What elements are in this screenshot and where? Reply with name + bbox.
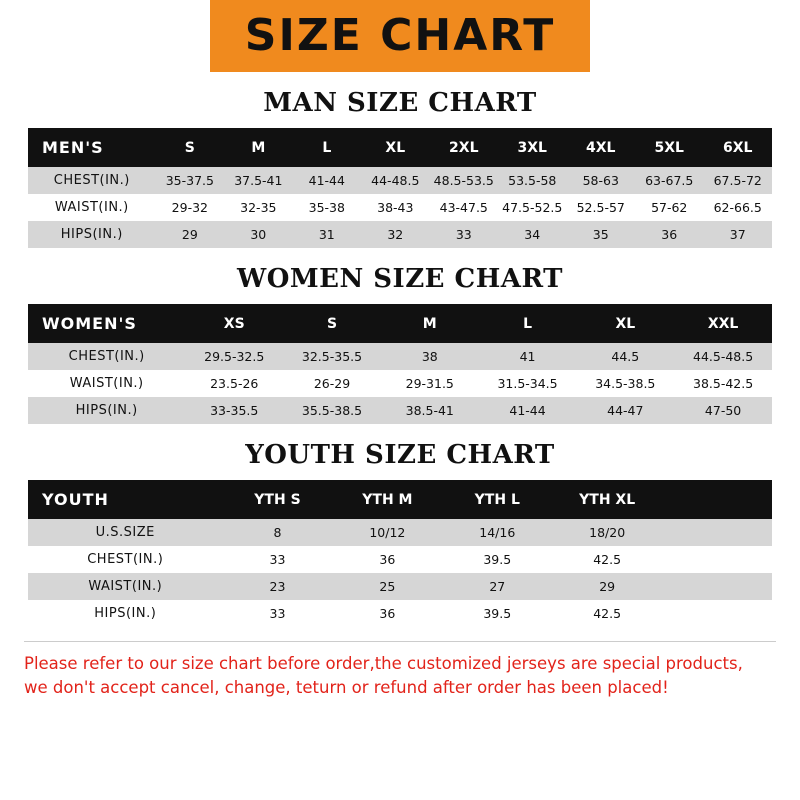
cell: 29.5-32.5	[185, 343, 283, 370]
cell: 48.5-53.5	[430, 167, 498, 194]
banner-stripe-right	[590, 0, 800, 72]
cell: 41	[479, 343, 577, 370]
cell: 35	[567, 221, 635, 248]
column-header: 6XL	[703, 128, 772, 167]
table-row	[28, 519, 772, 546]
banner-stripe-left	[0, 0, 210, 72]
cell: 34.5-38.5	[576, 370, 674, 397]
section-women	[0, 264, 800, 424]
cell: 53.5-58	[498, 167, 566, 194]
table-head	[28, 128, 772, 167]
row-label: HIPS(IN.)	[28, 397, 185, 424]
cell: 10/12	[332, 519, 442, 546]
column-header-rowlabel: YOUTH	[28, 480, 223, 519]
cell: 31.5-34.5	[479, 370, 577, 397]
cell: 33-35.5	[185, 397, 283, 424]
column-header-rowlabel: MEN'S	[28, 128, 156, 167]
table-body	[28, 343, 772, 424]
table-head	[28, 304, 772, 343]
column-header: M	[224, 128, 292, 167]
cell: 52.5-57	[567, 194, 635, 221]
header-banner	[0, 0, 800, 72]
cell: 42.5	[552, 546, 662, 573]
cell: 62-66.5	[703, 194, 772, 221]
section-title-youth: YOUTH SIZE CHART	[245, 440, 555, 470]
cell: 36	[635, 221, 703, 248]
cell: 38	[381, 343, 479, 370]
page-title: SIZE CHART	[244, 10, 556, 61]
cell: 29	[552, 573, 662, 600]
column-header: L	[479, 304, 577, 343]
cell: 25	[332, 573, 442, 600]
table-row	[28, 167, 772, 194]
row-label: WAIST(IN.)	[28, 370, 185, 397]
cell: 44-47	[576, 397, 674, 424]
cell: 44.5	[576, 343, 674, 370]
cell: 32	[361, 221, 429, 248]
footnote-line-2: we don't accept cancel, change, teturn or refund after order has been placed!	[24, 677, 669, 697]
column-header: 5XL	[635, 128, 703, 167]
cell: 38-43	[361, 194, 429, 221]
cell: 38.5-42.5	[674, 370, 772, 397]
footnote-line-1: Please refer to our size chart before order,the customized jerseys are special products,	[24, 654, 743, 673]
cell-spacer	[662, 519, 772, 546]
cell: 44.5-48.5	[674, 343, 772, 370]
cell: 26-29	[283, 370, 381, 397]
cell: 58-63	[567, 167, 635, 194]
cell: 57-62	[635, 194, 703, 221]
column-header-spacer	[662, 480, 772, 519]
column-header: 4XL	[567, 128, 635, 167]
cell: 63-67.5	[635, 167, 703, 194]
table-row	[28, 343, 772, 370]
cell: 27	[442, 573, 552, 600]
cell: 36	[332, 600, 442, 627]
footnote	[24, 641, 776, 700]
cell: 39.5	[442, 600, 552, 627]
column-header: L	[293, 128, 361, 167]
table-row	[28, 194, 772, 221]
cell: 8	[223, 519, 333, 546]
column-header: XXL	[674, 304, 772, 343]
table-man	[28, 128, 772, 248]
cell-spacer	[662, 573, 772, 600]
table-body	[28, 519, 772, 627]
table-row	[28, 573, 772, 600]
section-title-women: WOMEN SIZE CHART	[237, 264, 563, 294]
cell: 35.5-38.5	[283, 397, 381, 424]
table-head	[28, 480, 772, 519]
row-label: CHEST(IN.)	[28, 546, 223, 573]
cell: 35-37.5	[156, 167, 224, 194]
cell: 37	[703, 221, 772, 248]
cell: 30	[224, 221, 292, 248]
column-header: YTH M	[332, 480, 442, 519]
cell: 14/16	[442, 519, 552, 546]
cell: 32.5-35.5	[283, 343, 381, 370]
table-body	[28, 167, 772, 248]
cell: 34	[498, 221, 566, 248]
table-row	[28, 397, 772, 424]
cell: 23	[223, 573, 333, 600]
row-label: WAIST(IN.)	[28, 573, 223, 600]
table-row	[28, 370, 772, 397]
cell: 43-47.5	[430, 194, 498, 221]
cell: 36	[332, 546, 442, 573]
table-women	[28, 304, 772, 424]
table-header-row	[28, 128, 772, 167]
table-row	[28, 546, 772, 573]
column-header: YTH XL	[552, 480, 662, 519]
column-header: XS	[185, 304, 283, 343]
cell: 38.5-41	[381, 397, 479, 424]
section-man	[0, 88, 800, 248]
cell: 47.5-52.5	[498, 194, 566, 221]
section-title-man: MAN SIZE CHART	[263, 88, 537, 118]
cell: 41-44	[293, 167, 361, 194]
column-header: M	[381, 304, 479, 343]
column-header: S	[283, 304, 381, 343]
column-header: XL	[576, 304, 674, 343]
cell: 29-31.5	[381, 370, 479, 397]
column-header: YTH L	[442, 480, 552, 519]
cell: 35-38	[293, 194, 361, 221]
column-header: S	[156, 128, 224, 167]
table-youth	[28, 480, 772, 627]
row-label: CHEST(IN.)	[28, 167, 156, 194]
cell: 39.5	[442, 546, 552, 573]
row-label: WAIST(IN.)	[28, 194, 156, 221]
cell: 33	[223, 600, 333, 627]
cell-spacer	[662, 546, 772, 573]
cell: 29	[156, 221, 224, 248]
cell: 23.5-26	[185, 370, 283, 397]
cell: 67.5-72	[703, 167, 772, 194]
row-label: HIPS(IN.)	[28, 600, 223, 627]
cell: 18/20	[552, 519, 662, 546]
cell: 37.5-41	[224, 167, 292, 194]
row-label: CHEST(IN.)	[28, 343, 185, 370]
cell: 29-32	[156, 194, 224, 221]
table-row	[28, 221, 772, 248]
column-header: 3XL	[498, 128, 566, 167]
cell: 31	[293, 221, 361, 248]
section-youth	[0, 440, 800, 627]
cell-spacer	[662, 600, 772, 627]
cell: 41-44	[479, 397, 577, 424]
column-header-rowlabel: WOMEN'S	[28, 304, 185, 343]
cell: 33	[223, 546, 333, 573]
cell: 42.5	[552, 600, 662, 627]
column-header: XL	[361, 128, 429, 167]
column-header: 2XL	[430, 128, 498, 167]
table-header-row	[28, 480, 772, 519]
table-header-row	[28, 304, 772, 343]
cell: 33	[430, 221, 498, 248]
cell: 32-35	[224, 194, 292, 221]
table-row	[28, 600, 772, 627]
cell: 47-50	[674, 397, 772, 424]
row-label: HIPS(IN.)	[28, 221, 156, 248]
row-label: U.S.SIZE	[28, 519, 223, 546]
cell: 44-48.5	[361, 167, 429, 194]
column-header: YTH S	[223, 480, 333, 519]
